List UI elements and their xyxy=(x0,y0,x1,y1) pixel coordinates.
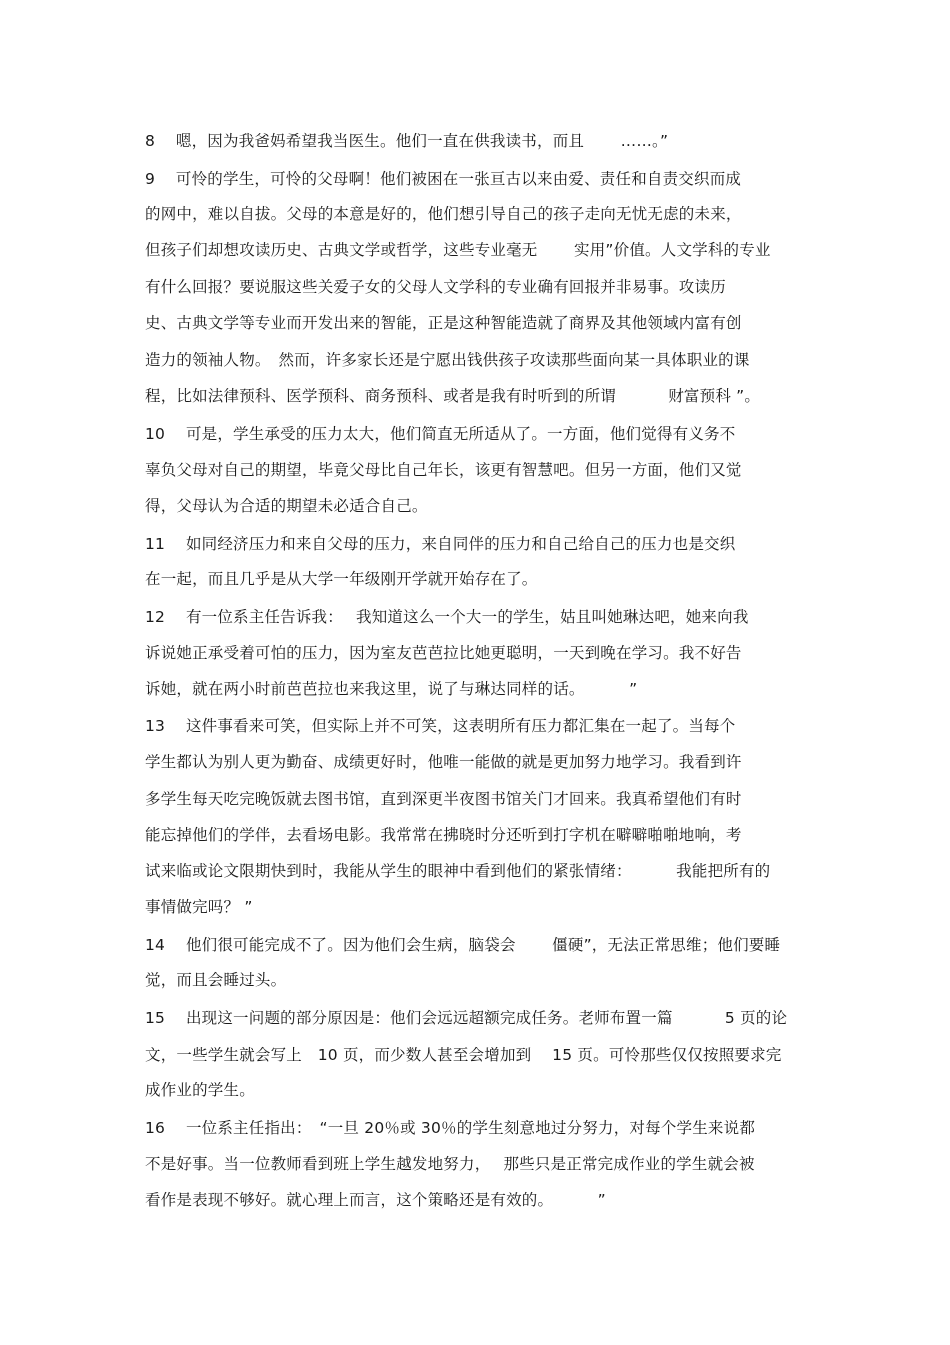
paragraph-9-line-4: 有什么回报？要说服这些关爱子女的父母人文学科的专业确有回报并非易事。攻读历 xyxy=(145,278,726,296)
paragraph-13-line-2: 学生都认为别人更为勤奋、成绩更好时，他唯一能做的就是更加努力地学习。我看到许 xyxy=(145,753,742,771)
paragraph-16-line-2: 不是好事。当一位教师看到班上学生越发地努力， 那些只是正常完成作业的学生就会被 xyxy=(145,1155,755,1173)
paragraph-9-line-3: 但孩子们却想攻读历史、古典文学或哲学，这些专业毫无 实用”价值。人文学科的专业 xyxy=(145,241,771,259)
paragraph-13-line-3: 多学生每天吃完晚饭就去图书馆，直到深更半夜图书馆关门才回来。我真希望他们有时 xyxy=(145,790,742,808)
paragraph-9-line-7: 程，比如法律预科、医学预科、商务预科、或者是我有时听到的所谓 财富预科 ”。 xyxy=(145,387,761,405)
paragraph-13-line-1: 13 这件事看来可笑，但实际上并不可笑，这表明所有压力都汇集在一起了。当每个 xyxy=(145,717,736,735)
paragraph-9-line-5: 史、古典文学等专业而开发出来的智能，正是这种智能造就了商界及其他领域内富有创 xyxy=(145,314,742,332)
paragraph-10-line-1: 10 可是，学生承受的压力太大，他们简直无所适从了。一方面，他们觉得有义务不 xyxy=(145,425,736,443)
paragraph-14-line-1: 14 他们很可能完成不了。因为他们会生病，脑袋会 僵硬”，无法正常思维；他们要睡 xyxy=(145,936,781,954)
paragraph-13-line-5: 试来临或论文限期快到时，我能从学生的眼神中看到他们的紧张情绪： 我能把所有的 xyxy=(145,862,771,880)
paragraph-16-line-1: 16 一位系主任指出： “一旦 20％或 30％的学生刻意地过分努力，对每个学生来说都 xyxy=(145,1119,756,1137)
paragraph-10-line-2: 辜负父母对自己的期望，毕竟父母比自己年长，该更有智慧吧。但另一方面，他们又觉 xyxy=(145,461,742,479)
paragraph-8-line-1: 8 嗯，因为我爸妈希望我当医生。他们一直在供我读书，而且 ……。” xyxy=(145,132,669,150)
paragraph-9-line-1: 9 可怜的学生，可怜的父母啊！他们被困在一张亘古以来由爱、责任和自责交织而成 xyxy=(145,170,742,188)
paragraph-11-line-1: 11 如同经济压力和来自父母的压力，来自同伴的压力和自己给自己的压力也是交织 xyxy=(145,535,736,553)
paragraph-12-line-2: 诉说她正承受着可怕的压力，因为室友芭芭拉比她更聪明，一天到晚在学习。我不好告 xyxy=(145,644,742,662)
paragraph-11-line-2: 在一起，而且几乎是从大学一年级刚开学就开始存在了。 xyxy=(145,570,538,588)
paragraph-14-line-2: 觉，而且会睡过头。 xyxy=(145,971,287,989)
paragraph-9-line-2: 的网中，难以自拔。父母的本意是好的，他们想引导自己的孩子走向无忧无虑的未来， xyxy=(145,205,742,223)
paragraph-9-line-6: 造力的领袖人物。 然而，许多家长还是宁愿出钱供孩子攻读那些面向某一具体职业的课 xyxy=(145,351,750,369)
paragraph-12-line-3: 诉她，就在两小时前芭芭拉也来我这里，说了与琳达同样的话。 ” xyxy=(145,680,638,698)
paragraph-12-line-1: 12 有一位系主任告诉我： 我知道这么一个大一的学生，姑且叫她琳达吧，她来向我 xyxy=(145,608,749,626)
paragraph-10-line-3: 得，父母认为合适的期望未必适合自己。 xyxy=(145,497,428,515)
paragraph-13-line-6: 事情做完吗？ ” xyxy=(145,898,253,916)
paragraph-15-line-3: 成作业的学生。 xyxy=(145,1081,255,1099)
paragraph-15-line-2: 文，一些学生就会写上 10 页，而少数人甚至会增加到 15 页。可怜那些仅仅按照要求完 xyxy=(145,1046,782,1064)
paragraph-15-line-1: 15 出现这一问题的部分原因是：他们会远远超额完成任务。老师布置一篇 5 页的论 xyxy=(145,1009,788,1027)
paragraph-16-line-3: 看作是表现不够好。就心理上而言，这个策略还是有效的。 ” xyxy=(145,1191,606,1209)
paragraph-13-line-4: 能忘掉他们的学伴，去看场电影。我常常在拂晓时分还听到打字机在噼噼啪啪地响，考 xyxy=(145,826,742,844)
